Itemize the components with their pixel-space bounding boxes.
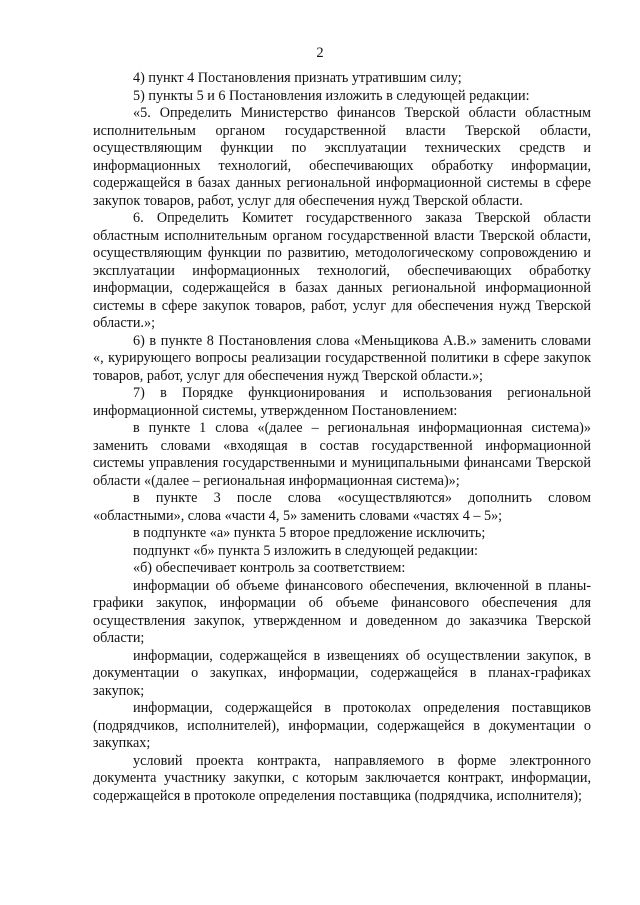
paragraph: подпункт «б» пункта 5 изложить в следующей редакции:: [133, 542, 478, 559]
paragraph: 5) пункты 5 и 6 Постановления изложить в следующей редакции:: [133, 87, 530, 104]
page-number: 2: [316, 45, 324, 61]
paragraph: «б) обеспечивает контроль за соответствием:: [133, 560, 406, 576]
paragraph: в пункте 1 слова «(далее – региональная информационная система)» заменить словами «входящая в состав государственной информационной системы управления государственными и муниципальными финансами Тверской области «(далее – региональная информационная система)»;: [93, 420, 591, 489]
paragraph: информации, содержащейся в протоколах определения поставщиков (подрядчиков, исполнителей), информации, содержащейся в документации о закупках;: [93, 700, 591, 751]
paragraph: условий проекта контракта, направляемого в форме электронного документа участнику закупки, с которым заключается контракт, информации, содержащейся в протоколе определения поставщика (подрядчика, исполнителя);: [93, 752, 591, 804]
paragraph: 6. Определить Комитет государственного заказа Тверской области областным исполнительным органом государственной власти Тверской области, осуществляющим функции по развитию, методологическому сопровождению и эксплуатации информационных технологий, обеспечивающих обработку информации, содержащейся в базах данных региональной информационной системы в сфере закупок товаров, работ, услуг для обеспечения нужд Тверской области.»;: [93, 210, 591, 331]
paragraph: 7) в Порядке функционирования и использования региональной информационной системы, утвержденном Постановлением:: [93, 385, 591, 419]
paragraph: 6) в пункте 8 Постановления слова «Меньщикова А.В.» заменить словами «, курирующего вопросы реализации государственной политики в сфере закупок товаров, работ, услуг для обеспечения нужд Тверской области.»;: [93, 332, 591, 384]
paragraph: 4) пункт 4 Постановления признать утратившим силу;: [133, 70, 462, 86]
paragraph: информации об объеме финансового обеспечения, включенной в планы-графики закупок, информации об объеме финансового обеспечения для осуществления закупок, утвержденном и доведенном до заказчика Тверской области;: [93, 577, 591, 646]
paragraph: «5. Определить Министерство финансов Тверской области областным исполнительным органом государственной власти Тверской области, осуществляющим функции по эксплуатации технических средств и информационных технологий, обеспечивающих обработку информации, содержащейся в базах данных региональной информационной системы в сфере закупок товаров, работ, услуг для обеспечения нужд Тверской области.: [93, 105, 591, 209]
paragraph: в подпункте «а» пункта 5 второе предложение исключить;: [133, 525, 486, 541]
paragraph: информации, содержащейся в извещениях об осуществлении закупок, в документации о закупках, информации, содержащейся в планах-графиках закупок;: [93, 647, 591, 699]
document-body: [93, 70, 591, 805]
paragraph: в пункте 3 после слова «осуществляются» дополнить словом «областными», слова «части 4, 5» заменить словами «частях 4 – 5»;: [93, 490, 591, 524]
